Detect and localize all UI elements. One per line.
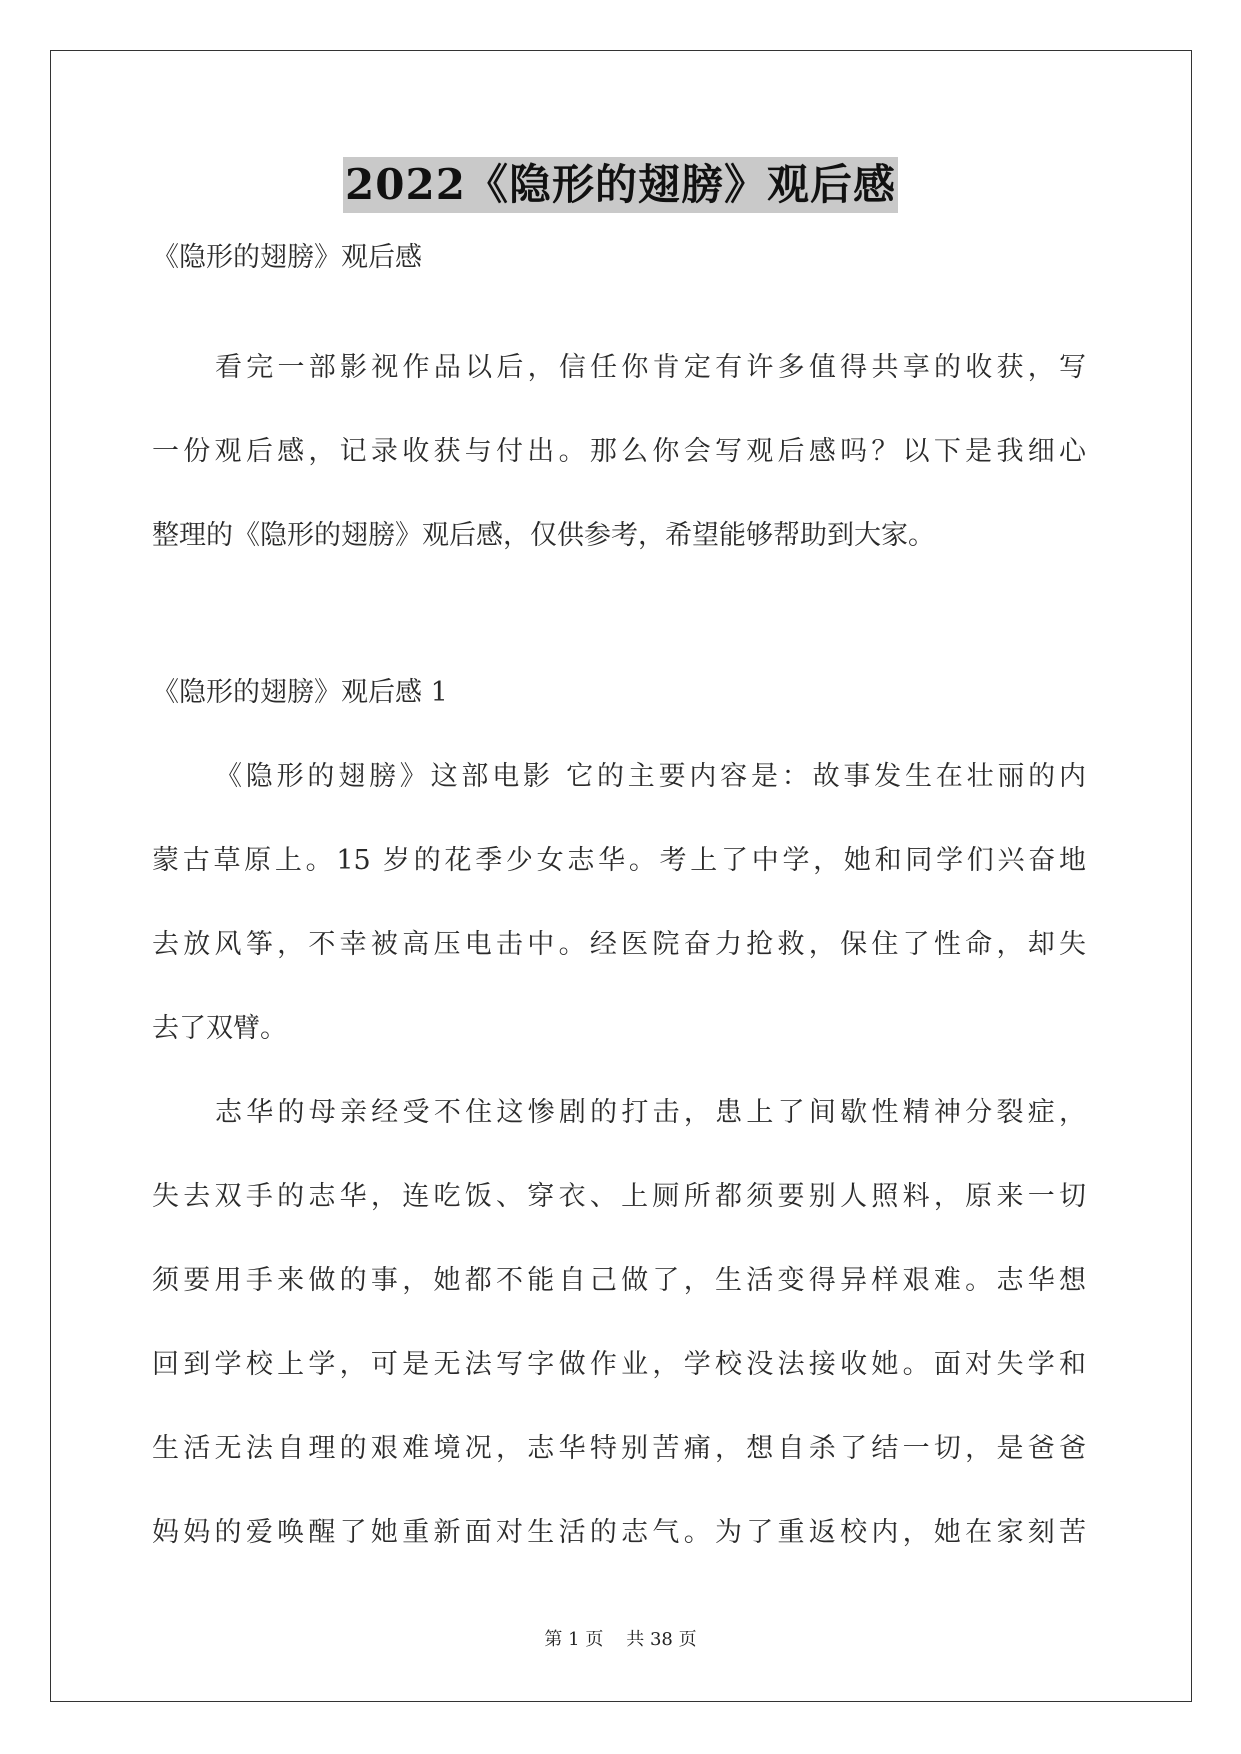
page-total: 共 38 页: [626, 1629, 697, 1650]
page-number: 第 1 页: [544, 1629, 604, 1650]
subtitle-line: 《隐形的翅膀》观后感: [152, 242, 422, 273]
paragraph-line: 《隐形的翅膀》这部电影 它的主要内容是：故事发生在壮丽的内: [215, 761, 1086, 792]
paragraph-line: 妈妈的爱唤醒了她重新面对生活的志气。为了重返校内，她在家刻苦: [152, 1517, 1086, 1548]
paragraph-line: 看完一部影视作品以后，信任你肯定有许多值得共享的收获，写: [215, 352, 1086, 383]
paragraph-line: 一份观后感，记录收获与付出。那么你会写观后感吗？以下是我细心: [152, 436, 1086, 467]
title-container: [0, 157, 1241, 213]
paragraph-line: 去放风筝，不幸被高压电击中。经医院奋力抢救，保住了性命，却失: [152, 929, 1086, 960]
paragraph-line: 回到学校上学，可是无法写字做作业，学校没法接收她。面对失学和: [152, 1349, 1086, 1380]
paragraph-line: 去了双臂。: [152, 1013, 287, 1044]
paragraph-line: 整理的《隐形的翅膀》观后感，仅供参考，希望能够帮助到大家。: [152, 520, 935, 551]
paragraph-line: 蒙古草原上。15 岁的花季少女志华。考上了中学，她和同学们兴奋地: [152, 845, 1086, 876]
document-title: 2022《隐形的翅膀》观后感: [343, 157, 898, 213]
paragraph-line: 失去双手的志华，连吃饭、穿衣、上厕所都须要别人照料，原来一切: [152, 1181, 1086, 1212]
section-heading: 《隐形的翅膀》观后感 1: [152, 677, 448, 708]
paragraph-line: 生活无法自理的艰难境况，志华特别苦痛，想自杀了结一切，是爸爸: [152, 1433, 1086, 1464]
paragraph-line: 须要用手来做的事，她都不能自己做了，生活变得异样艰难。志华想: [152, 1265, 1086, 1296]
paragraph-line: 志华的母亲经受不住这惨剧的打击，患上了间歇性精神分裂症，: [215, 1097, 1086, 1128]
page-footer: [0, 1628, 1241, 1652]
